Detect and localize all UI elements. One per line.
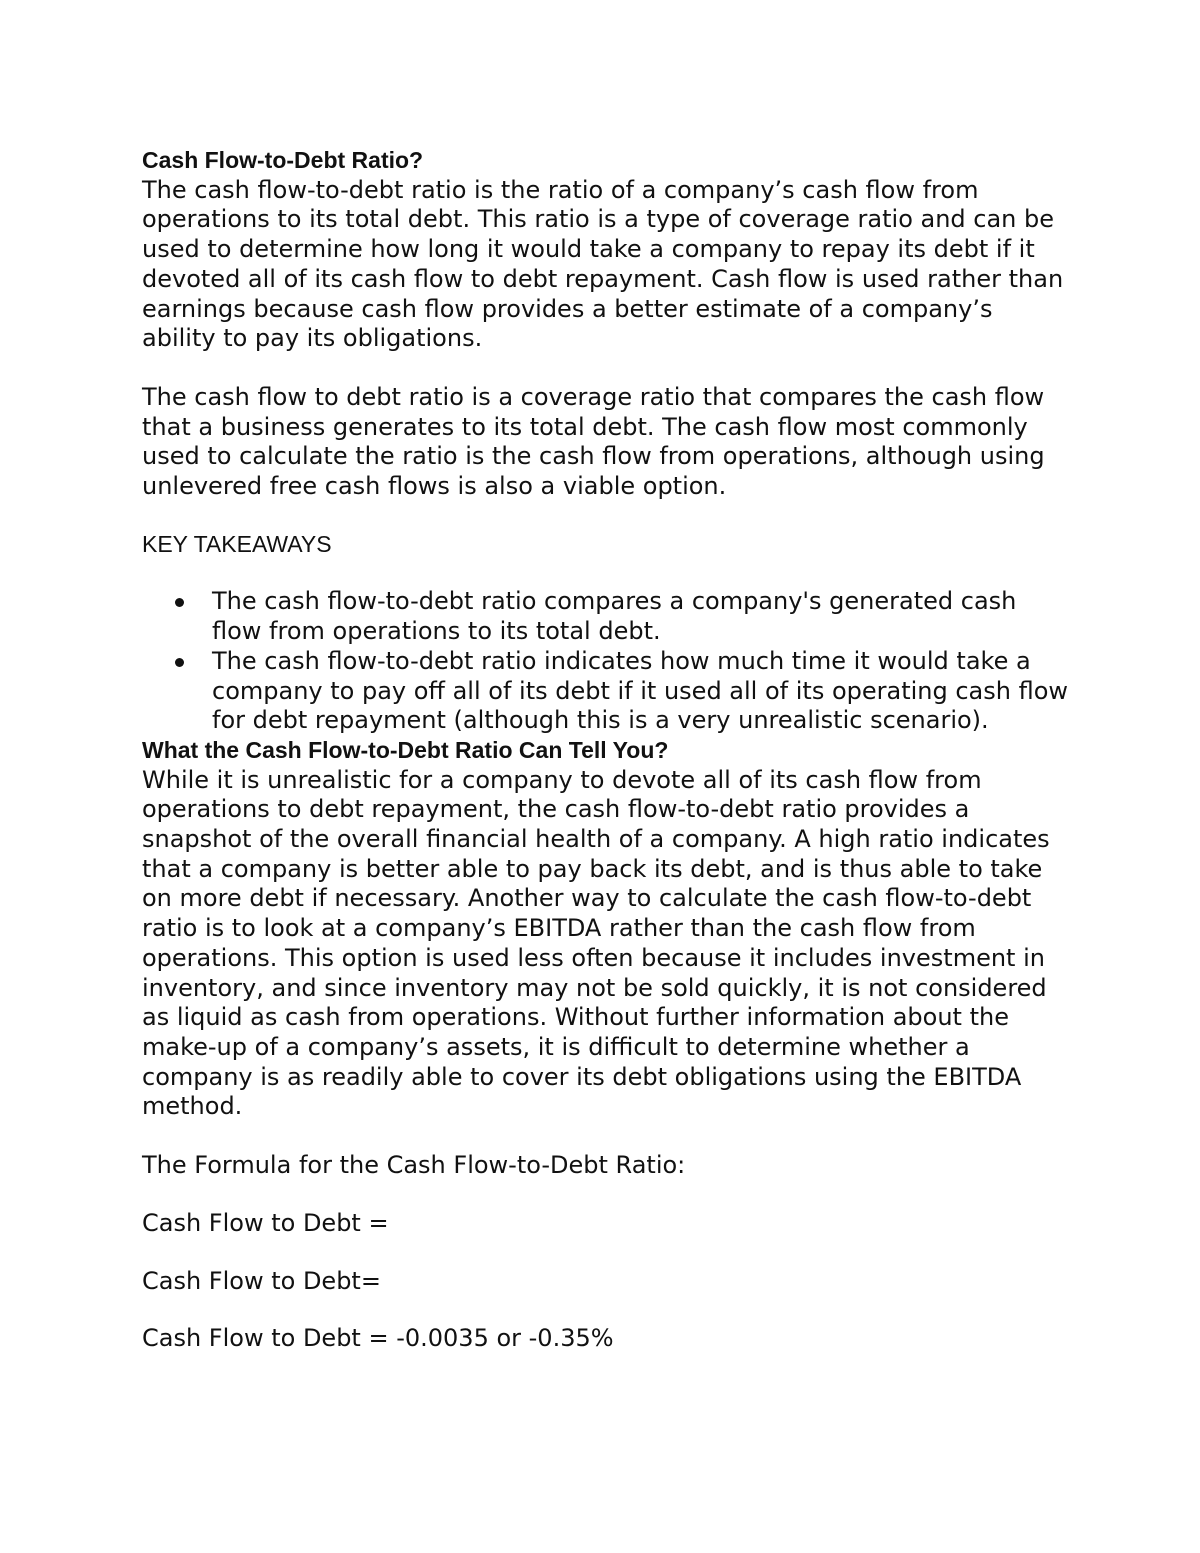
takeaway-item <box>142 647 1072 736</box>
formula-line: Cash Flow to Debt= <box>142 1266 381 1295</box>
paragraph-gap <box>142 1296 1072 1324</box>
bullet-icon <box>175 658 184 667</box>
formula-title: The Formula for the Cash Flow-to-Debt Ratio: <box>142 1151 686 1180</box>
explanation-paragraph: While it is unrealistic for a company to devote all of its cash flow from operations to debt repayment, the cash flow-to-debt ratio provides a snapshot of the overall financial health of a company. A high ratio indicates that a company is better able to pay back its debt, and is thus able to take on more debt if necessary. Another way to calculate the cash flow-to-debt ratio is to look at a company’s EBITDA rather than the cash flow from operations. This option is used less often because it includes investment in inventory, and since inventory may not be sold quickly, it is not considered as liquid as cash from operations. Without further information about the make-up of a company’s assets, it is difficult to determine whether a company is as readily able to cover its debt obligations using the EBITDA method. <box>142 765 1050 1121</box>
coverage-ratio-paragraph: The cash flow to debt ratio is a coverage ratio that compares the cash flow that a business generates to its total debt. The cash flow most commonly used to calculate the ratio is the cash flow from operations, although using unlevered free cash flows is also a viable option. <box>142 382 1045 501</box>
document-page <box>142 146 1072 1354</box>
paragraph-gap <box>142 1122 1072 1151</box>
section-heading-cash-flow-to-debt: Cash Flow-to-Debt Ratio? <box>142 147 424 173</box>
bullet-icon <box>175 598 184 607</box>
paragraph-gap <box>142 559 1072 587</box>
key-takeaways-list <box>142 587 1072 736</box>
formula-result-line: Cash Flow to Debt = -0.0035 or -0.35% <box>142 1324 614 1353</box>
intro-paragraph: The cash flow-to-debt ratio is the ratio of a company’s cash flow from operations to its total debt. This ratio is a type of coverage ratio and can be used to determine how long it would take a company to repay its debt if it devoted all of its cash flow to debt repayment. Cash flow is used rather than earnings because cash flow provides a better estimate of a company’s ability to pay its obligations. <box>142 175 1064 353</box>
takeaway-text: The cash flow-to-debt ratio compares a company's generated cash flow from operations to its total debt. <box>212 587 1017 646</box>
takeaway-text: The cash flow-to-debt ratio indicates how much time it would take a company to pay off all of its debt if it used all of its operating cash flow for debt repayment (although this is a very unrealistic scenario). <box>212 646 1069 735</box>
section-heading-what-it-tells: What the Cash Flow-to-Debt Ratio Can Tell You? <box>142 736 669 763</box>
paragraph-gap <box>142 1181 1072 1209</box>
paragraph-gap <box>142 502 1072 530</box>
paragraph-gap <box>142 1239 1072 1267</box>
takeaway-item <box>142 587 1072 646</box>
paragraph-gap <box>142 354 1072 383</box>
key-takeaways-label: KEY TAKEAWAYS <box>142 530 332 557</box>
formula-line: Cash Flow to Debt = <box>142 1208 389 1237</box>
